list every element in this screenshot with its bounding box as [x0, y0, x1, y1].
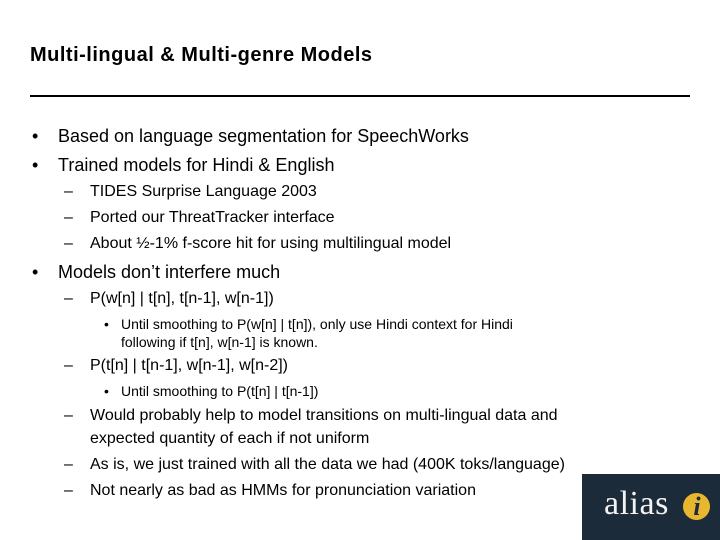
sub-bullet-hmm-comparison: Not nearly as bad as HMMs for pronunciation variation — [90, 482, 476, 499]
bullet-marker: • — [104, 383, 109, 399]
sub-bullet-transitions-cont: expected quantity of each if not uniform — [90, 430, 370, 447]
sub-bullet-tag-model: P(t[n] | t[n-1], w[n-1], w[n-2]) — [90, 357, 288, 374]
dash-marker: – — [64, 456, 73, 473]
sub-bullet-threattracker: Ported our ThreatTracker interface — [90, 209, 335, 226]
bullet-trained-models: Trained models for Hindi & English — [58, 155, 335, 175]
bullet-marker: • — [32, 155, 39, 175]
dash-marker: – — [64, 209, 73, 226]
bullet-marker: • — [32, 262, 39, 282]
dash-marker: – — [64, 482, 73, 499]
bullet-marker: • — [32, 126, 39, 146]
bullet-marker: • — [104, 316, 109, 332]
sub-bullet-fscore: About ½-1% f-score hit for using multilingual model — [90, 235, 452, 252]
sub-bullet-training-data: As is, we just trained with all the data we had (400K toks/language) — [90, 456, 565, 473]
dash-marker: – — [64, 357, 73, 374]
detail-tag-smoothing: Until smoothing to P(t[n] | t[n-1]) — [121, 383, 319, 399]
dash-marker: – — [64, 290, 73, 307]
detail-word-smoothing-cont: following if t[n], w[n-1] is known. — [121, 334, 318, 350]
dash-marker: – — [64, 407, 73, 424]
alias-i-logo — [582, 474, 720, 540]
slide-title: Multi-lingual & Multi-genre Models — [30, 44, 373, 66]
logo-i-glyph: i — [693, 492, 701, 521]
bullet-segmentation: Based on language segmentation for SpeechWorks — [58, 126, 469, 146]
dash-marker: – — [64, 235, 73, 252]
bullet-no-interference: Models don’t interfere much — [58, 262, 281, 282]
logo-wordmark: alias — [604, 485, 669, 522]
detail-word-smoothing: Until smoothing to P(w[n] | t[n]), only use Hindi context for Hindi — [121, 316, 513, 332]
sub-bullet-tides: TIDES Surprise Language 2003 — [90, 183, 317, 200]
sub-bullet-transitions: Would probably help to model transitions on multi-lingual data and — [90, 407, 558, 424]
dash-marker: – — [64, 183, 73, 200]
sub-bullet-word-model: P(w[n] | t[n], t[n-1], w[n-1]) — [90, 290, 274, 307]
